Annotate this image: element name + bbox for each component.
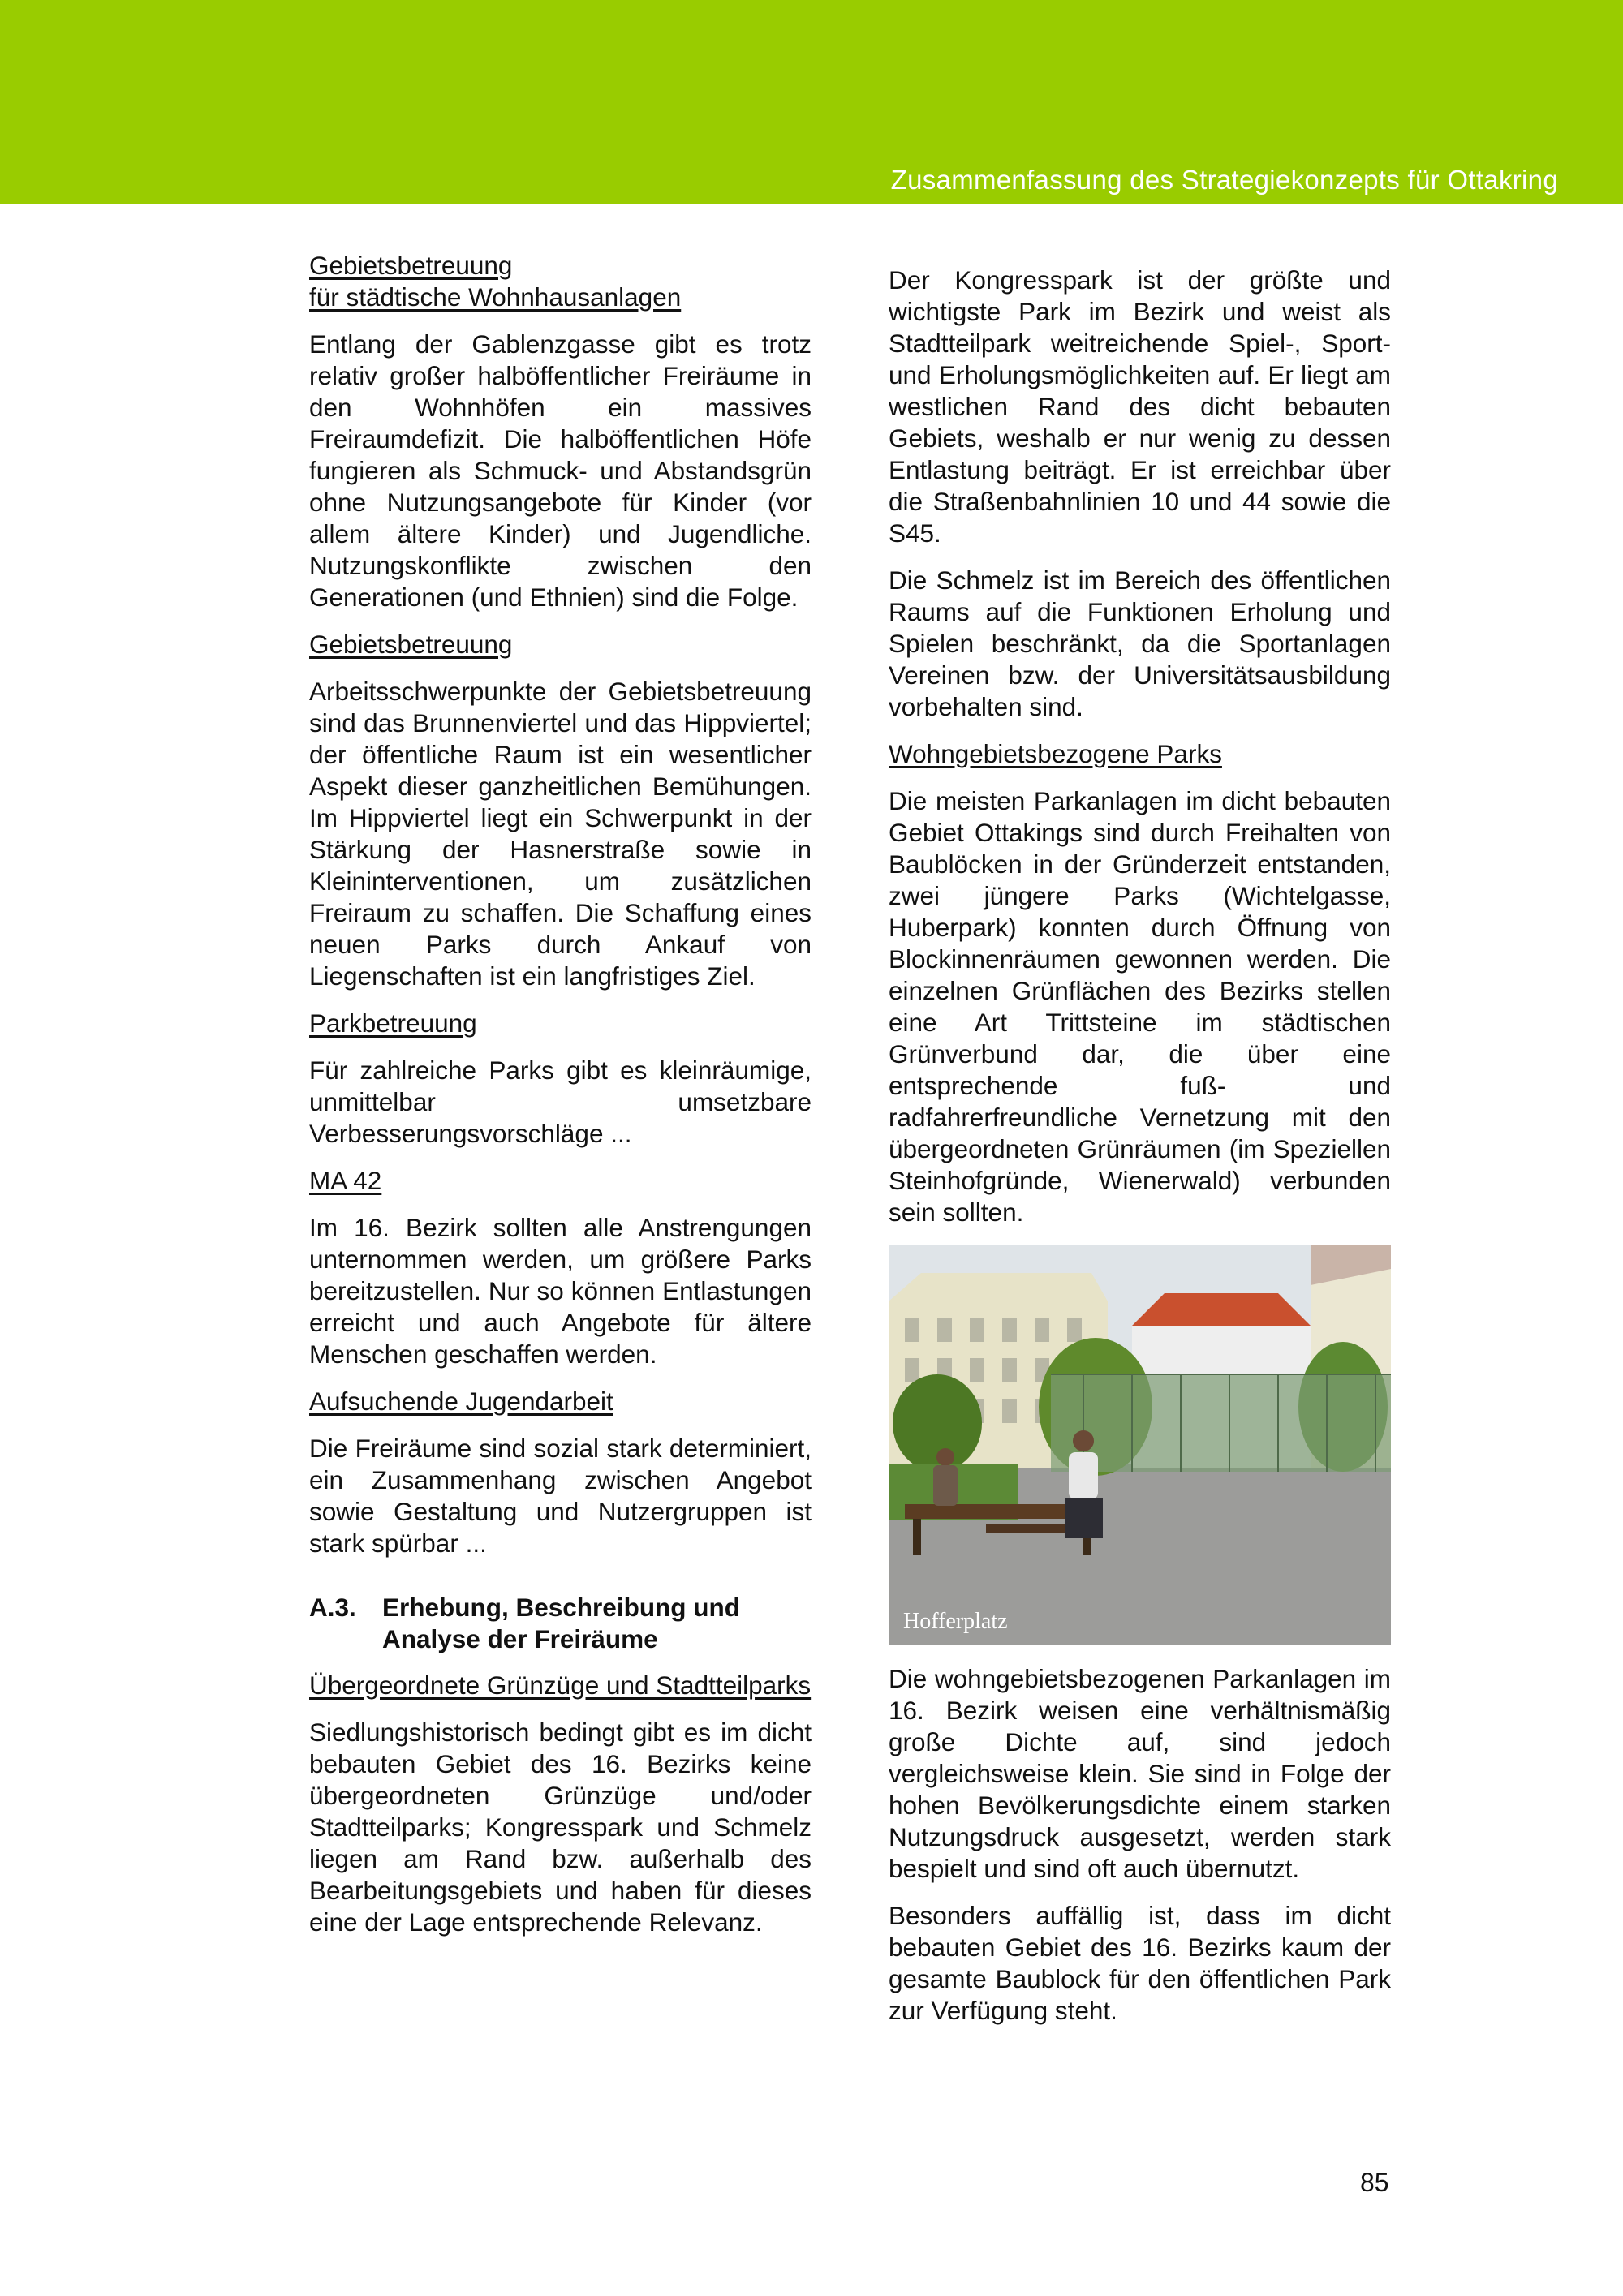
photo-caption: Hofferplatz xyxy=(903,1609,1008,1634)
paragraph-parkbetreuung: Für zahlreiche Parks gibt es kleinräumige, unmittelbar umsetzbare Verbesserungsvorschläge ... xyxy=(309,1056,812,1148)
left-column xyxy=(309,250,812,1954)
chapter-title: Erhebung, Beschreibung und Analyse der Freiräume xyxy=(382,1593,741,1653)
header-band xyxy=(0,0,1623,204)
paragraph-baublock: Besonders auffällig ist, dass im dicht bebauten Gebiet des 16. Bezirks kaum der gesamte Baublock für den öffentlichen Park zur Verfügung steht. xyxy=(889,1901,1391,2025)
section-heading-jugendarbeit: Aufsuchende Jugendarbeit xyxy=(309,1387,613,1416)
section-heading-ma42: MA 42 xyxy=(309,1166,382,1195)
section-heading-gebietsbetreuung: Gebietsbetreuung xyxy=(309,630,513,659)
section-heading-wohngebietsbezogene-parks: Wohngebietsbezogene Parks xyxy=(889,739,1222,768)
paragraph-ma42: Im 16. Bezirk sollten alle Anstrengungen unternommen werden, um größere Parks bereitzustellen. Nur so können Entlastungen erreicht und auch Angebote für ältere Menschen geschaffen werden. xyxy=(309,1213,812,1369)
right-column xyxy=(889,264,1391,2042)
paragraph-schmelz: Die Schmelz ist im Bereich des öffentlichen Raums auf die Funktionen Erholung und Spielen beschränkt, da die Sportanlagen Vereinen bzw. der Universitätsausbildung vorbehalten sind. xyxy=(889,565,1391,721)
paragraph-wohngebietsbezogene: Die wohngebietsbezogenen Parkanlagen im 16. Bezirk weisen eine verhältnismäßig große Dichte auf, sind jedoch vergleichsweise klein. Sie sind in Folge der hohen Bevölkerungsdichte einem starken Nutzungsdruck ausgesetzt, werden stark bespielt und sind oft auch übernutzt. xyxy=(889,1664,1391,1883)
paragraph-siedlungshistorisch: Siedlungshistorisch bedingt gibt es im dicht bebauten Gebiet des 16. Bezirks keine übergeordneten Grünzüge und/oder Stadtteilparks; Kongresspark und Schmelz liegen am Rand bzw. außerhalb des Bearbeitungsgebiets und haben für dieses eine der Lage entsprechende Relevanz. xyxy=(309,1718,812,1937)
paragraph-gablenzgasse: Entlang der Gablenzgasse gibt es trotz relativ großer halböffentlicher Freiräume in den Wohnhöfen ein massives Freiraumdefizit. Die halböffentlichen Höfe fungieren als Schmuck- und Abstandsgrün ohne Nutzungsangebote für Kinder (vor allem ältere Kinder) und Jugendliche. Nutzungskonflikte zwischen den Generationen (und Ethnien) sind die Folge. xyxy=(309,329,812,612)
paragraph-kongresspark: Der Kongresspark ist der größte und wichtigste Park im Bezirk und weist als Stadtteilpark weitreichende Spiel-, Sport- und Erholungsmöglichkeiten auf. Er liegt am westlichen Rand des dicht bebauten Gebiets, weshalb er nur wenig zu dessen Entlastung beiträgt. Er ist erreichbar über die Straßenbahnlinien 10 und 44 sowie die S45. xyxy=(889,265,1391,548)
section-heading-parkbetreuung: Parkbetreuung xyxy=(309,1008,477,1038)
photo-hofferplatz xyxy=(889,1245,1391,1645)
photo-illustration xyxy=(889,1245,1391,1645)
paragraph-jugendarbeit: Die Freiräume sind sozial stark determiniert, ein Zusammenhang zwischen Angebot sowie Gestaltung und Nutzergruppen ist stark spürbar ... xyxy=(309,1434,812,1558)
section-heading-gruenzuege: Übergeordnete Grünzüge und Stadtteilparks xyxy=(309,1670,812,1700)
chapter-number: A.3. xyxy=(309,1593,356,1622)
paragraph-parkanlagen: Die meisten Parkanlagen im dicht bebauten Gebiet Ottakings sind durch Freihalten von Baublöcken in der Gründerzeit entstanden, zwei jüngere Parks (Wichtelgasse, Huberpark) konnten durch Öffnung von Blockinnenräumen gewonnen werden. Die einzelnen Grünflächen des Bezirks stellen eine Art Trittsteine im städtischen Grünverbund dar, die über eine entsprechende fuß- und radfahrerfreundliche Vernetzung mit den übergeordneten Grünräumen (im Speziellen Steinhofgründe, Wienerwald) verbunden sein sollten. xyxy=(889,786,1391,1227)
running-header-title: Zusammenfassung des Strategiekonzepts für Ottakring xyxy=(890,165,1558,195)
section-heading-gebietsbetreuung-wohnhausanlagen: Gebietsbetreuung für städtische Wohnhausanlagen xyxy=(309,251,682,312)
chapter-heading-a3 xyxy=(309,1592,812,1655)
paragraph-arbeitsschwerpunkte: Arbeitsschwerpunkte der Gebietsbetreuung sind das Brunnenviertel und das Hippviertel; der öffentliche Raum ist ein wesentlicher Aspekt dieser ganzheitlichen Bemühungen. Im Hippviertel liegt ein Schwerpunkt in der Stärkung der Hasnerstraße sowie in Kleininterventionen, um zusätzlichen Freiraum zu schaffen. Die Schaffung eines neuen Parks durch Ankauf von Liegenschaften ist ein langfristiges Ziel. xyxy=(309,677,812,991)
page-number: 85 xyxy=(1360,2168,1389,2197)
